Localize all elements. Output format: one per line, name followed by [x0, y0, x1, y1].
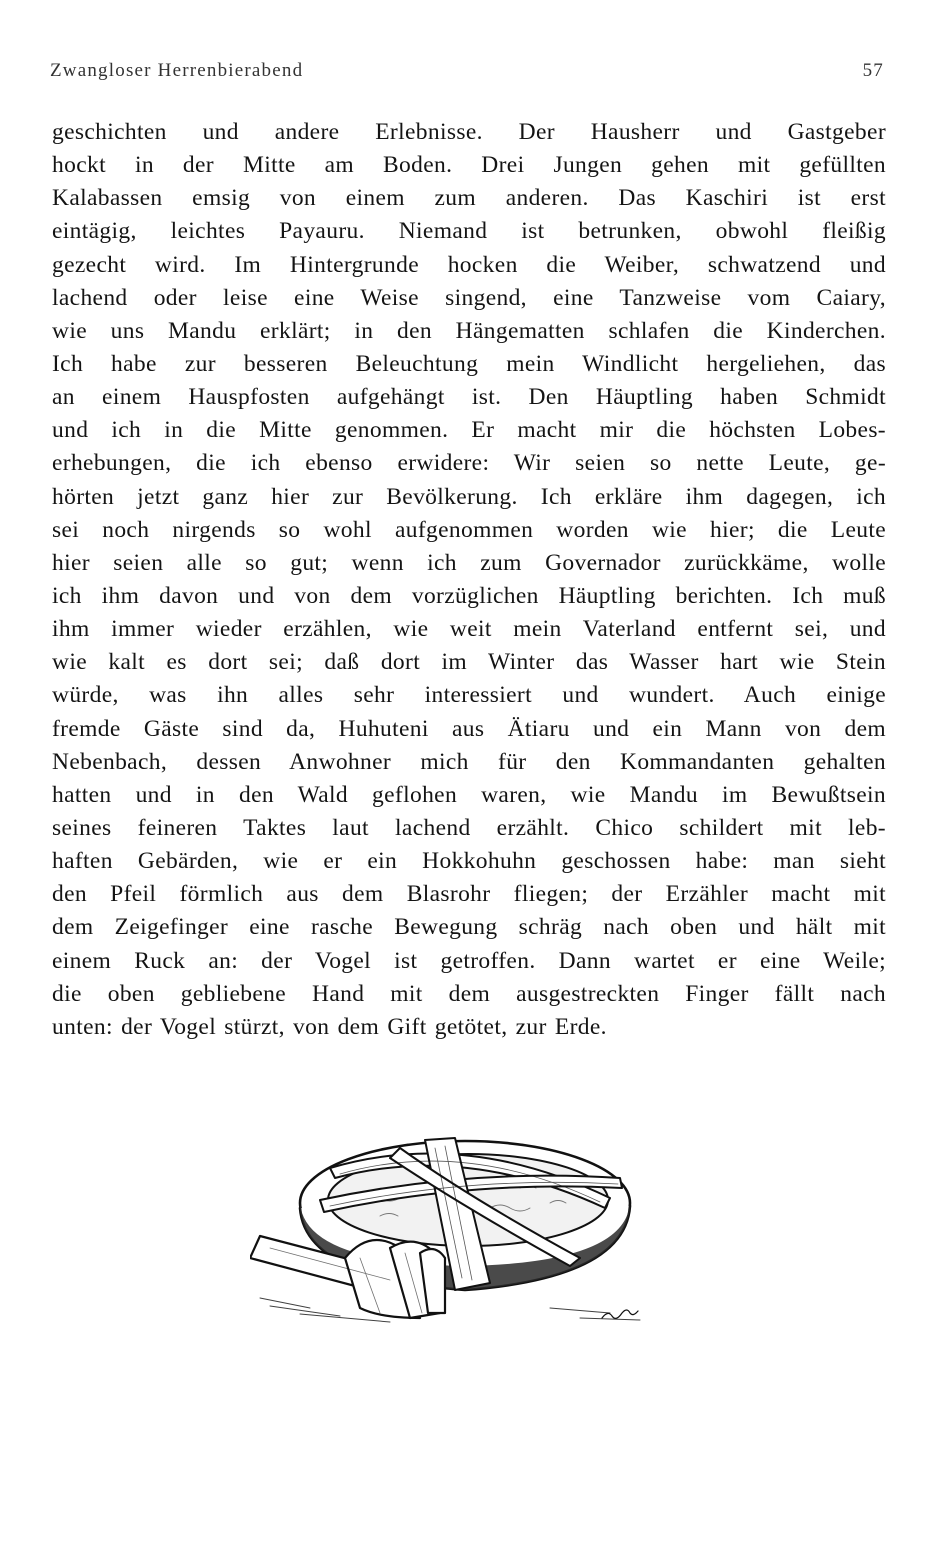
page-number: 57 [862, 60, 884, 81]
text-line: geschichten und andere Erlebnisse. Der Hausherr und Gastgeber [52, 119, 886, 145]
text-line: ich ihm davon und von dem vorzüglichen Häuptling berichten. Ich muß [52, 582, 886, 609]
text-line: dem Zeigefinger eine rasche Bewegung schräg nach oben und hält mit [52, 914, 886, 941]
text-line: würde, was ihn alles sehr interessiert und wundert. Auch einige [52, 682, 886, 709]
body-text [52, 116, 886, 1044]
text-line: ihm immer wieder erzählen, wie weit mein Vaterland entfernt sei, und [52, 616, 886, 643]
text-line: wie uns Mandu erklärt; in den Hängematten schlafen die Kinderchen. [52, 317, 886, 344]
text-line: gezecht wird. Im Hintergrunde hocken die Weiber, schwatzend und [52, 251, 886, 278]
text-line: hörten jetzt ganz hier zur Bevölkerung. Ich erkläre ihm dagegen, ich [52, 483, 886, 510]
text-line: den Pfeil förmlich aus dem Blasrohr fliegen; der Erzähler macht mit [52, 881, 886, 908]
text-line: an einem Hauspfosten aufgehängt ist. Den Häuptling haben Schmidt [52, 384, 886, 411]
text-line: erhebungen, die ich ebenso erwidere: Wir seien so nette Leute, ge- [52, 450, 886, 477]
text-line: wie kalt es dort sei; daß dort im Winter das Wasser hart wie Stein [52, 649, 886, 676]
running-head [50, 60, 884, 86]
text-line: eintägig, leichtes Payauru. Niemand ist betrunken, obwohl fleißig [52, 218, 886, 245]
text-line: hier seien alle so gut; wenn ich zum Governador zurückkäme, wolle [52, 549, 886, 576]
text-line: Kalabassen emsig von einem zum anderen. Das Kaschiri ist erst [52, 185, 886, 212]
running-head-title: Zwangloser Herrenbierabend [50, 60, 304, 81]
cassava-bread-basket-drawing [250, 1108, 650, 1338]
text-line: unten: der Vogel stürzt, von dem Gift getötet, zur Erde. [52, 1013, 607, 1040]
text-line: lachend oder leise eine Weise singend, eine Tanzweise vom Caiary, [52, 284, 886, 311]
text-line: Ich habe zur besseren Beleuchtung mein Windlicht hergeliehen, das [52, 350, 886, 377]
illustration-cassava-bread-basket [250, 1108, 650, 1338]
text-line: einem Ruck an: der Vogel ist getroffen. Dann wartet er eine Weile; [52, 947, 886, 974]
text-line: hockt in der Mitte am Boden. Drei Jungen gehen mit gefüllten [52, 152, 886, 179]
text-line: seines feineren Taktes laut lachend erzählt. Chico schildert mit leb- [52, 814, 886, 841]
text-line: fremde Gäste sind da, Huhuteni aus Ätiaru und ein Mann von dem [52, 715, 886, 742]
text-line: und ich in die Mitte genommen. Er macht mir die höchsten Lobes- [52, 417, 886, 444]
text-line: hatten und in den Wald geflohen waren, wie Mandu im Bewußtsein [52, 781, 886, 808]
text-line: sei noch nirgends so wohl aufgenommen worden wie hier; die Leute [52, 516, 886, 543]
text-line: haften Gebärden, wie er ein Hokkohuhn geschossen habe: man sieht [52, 848, 886, 875]
ground-hatching [260, 1298, 640, 1322]
text-line: die oben gebliebene Hand mit dem ausgestreckten Finger fällt nach [52, 980, 886, 1007]
text-line: Nebenbach, dessen Anwohner mich für den Kommandanten gehalten [52, 748, 886, 775]
